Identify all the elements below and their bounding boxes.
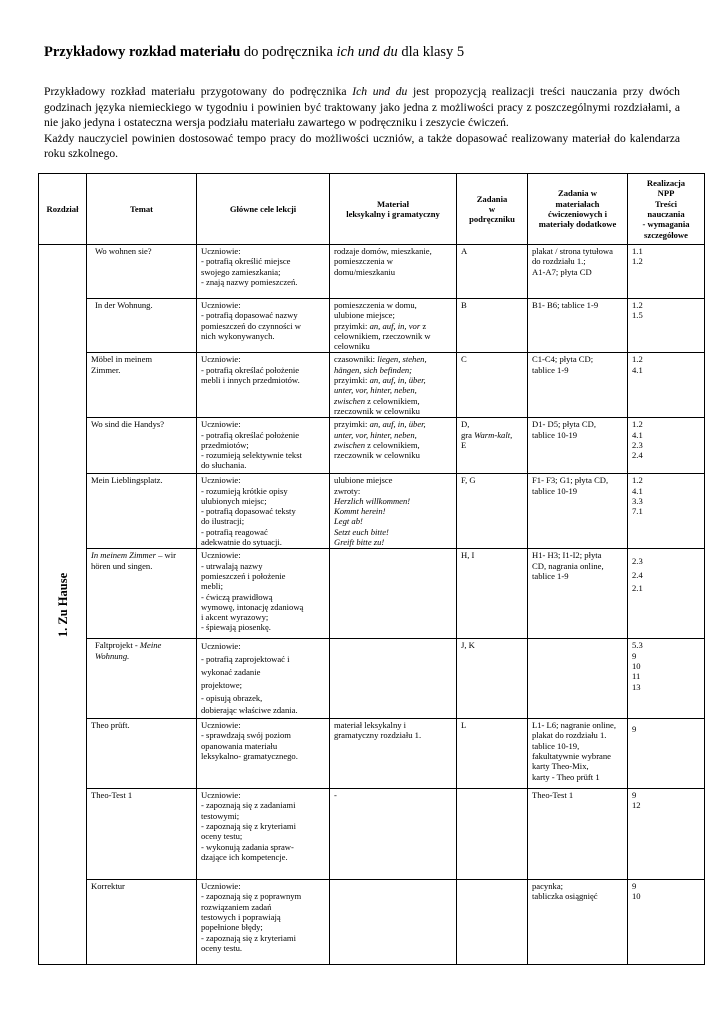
- cell-text: 4.1: [632, 364, 643, 375]
- cell-text: wymowę, intonację zdaniową: [201, 601, 304, 612]
- cell-temat: [87, 474, 197, 549]
- cell-text: L: [461, 720, 467, 731]
- cell-text: tablice 1-9: [532, 570, 569, 581]
- table-row: [39, 880, 705, 965]
- cell-text: Theo-Test 1: [91, 790, 133, 801]
- cell-npp: [628, 245, 705, 299]
- cell-dodatkowe: [528, 639, 628, 719]
- cell-cele: [197, 719, 330, 789]
- cell-text: mebli;: [201, 581, 223, 592]
- cell-text: B: [461, 300, 467, 310]
- cell-text: swojego zamieszkania;: [201, 266, 281, 277]
- cell-text: pomieszczeń do czynności w: [201, 320, 301, 331]
- cell-material: [330, 299, 457, 353]
- cell-text: unter, vor, hinter, neben,: [334, 385, 417, 396]
- cell-text: ulubione miejsce: [334, 475, 393, 486]
- cell-npp: [628, 353, 705, 418]
- cell-temat: [87, 789, 197, 880]
- cell-npp: [628, 789, 705, 880]
- cell-npp: [628, 880, 705, 965]
- cell-text: Legt ab!: [334, 516, 363, 527]
- cell-zadania: [457, 353, 528, 418]
- cell-text: rzeczownik w celowniku: [334, 450, 420, 461]
- cell-text: - ćwiczą prawidłową: [201, 591, 273, 602]
- cell-temat: [87, 245, 197, 299]
- cell-text: -: [334, 790, 337, 801]
- header-zadania-line: Zadania: [476, 193, 508, 204]
- cell-text: - potrafią określić miejsce: [201, 256, 291, 267]
- cell-text: 1.2: [632, 475, 643, 486]
- cell-npp: [628, 639, 705, 719]
- cell-text: plakat / strona tytułowa: [532, 246, 613, 256]
- cell-npp: [628, 299, 705, 353]
- intro-p1-book: Ich und du: [352, 85, 408, 98]
- cell-text: 10: [632, 660, 641, 671]
- cell-text: A1-A7; płyta CD: [532, 266, 592, 277]
- header-material-line: leksykalny i gramatyczny: [346, 209, 440, 219]
- cell-text: H, I: [461, 550, 475, 561]
- cell-line: [91, 640, 192, 650]
- cell-text: - śpiewają piosenkę.: [201, 622, 271, 633]
- chapter-cell: [39, 245, 87, 965]
- cell-npp: [628, 418, 705, 474]
- cell-text: - rozumieją krótkie opisy: [201, 485, 288, 496]
- cell-npp: [628, 474, 705, 549]
- cell-text: rodzaje domów, mieszkanie,: [334, 246, 432, 256]
- cell-text: - potrafią określać położenie: [201, 364, 300, 375]
- intro-text: [44, 84, 680, 162]
- cell-text: Uczniowie:: [201, 881, 241, 892]
- cell-text: tablice 1-9: [532, 364, 569, 375]
- cell-text: - opisują obrazek,: [201, 692, 263, 703]
- cell-temat: [87, 549, 197, 639]
- cell-text: Theo-Test 1: [532, 790, 574, 801]
- cell-text: In meinem Zimmer: [91, 550, 156, 561]
- cell-text: 2.3: [632, 556, 643, 567]
- cell-dodatkowe: [528, 549, 628, 639]
- cell-text: przedmiotów;: [201, 439, 249, 450]
- cell-text: Wo wohnen sie?: [95, 246, 152, 256]
- cell-dodatkowe: [528, 353, 628, 418]
- cell-text: popełnione błędy;: [201, 922, 263, 933]
- header-npp-line: Realizacja: [646, 178, 686, 189]
- cell-zadania: [457, 474, 528, 549]
- cell-npp: [628, 549, 705, 639]
- cell-text: 3.3: [632, 495, 643, 506]
- cell-text: B1- B6; tablice 1-9: [532, 300, 599, 310]
- table-row: [39, 474, 705, 549]
- page-title: [44, 44, 464, 61]
- cell-material: [330, 245, 457, 299]
- cell-material: [330, 474, 457, 549]
- cell-text: 1.2: [632, 256, 643, 267]
- cell-cele: [197, 353, 330, 418]
- cell-text: Meine: [139, 640, 162, 651]
- cell-text: - potrafią określać położenie: [201, 429, 300, 440]
- cell-text: domu/mieszkaniu: [334, 266, 396, 277]
- cell-text: unter, vor, hinter, neben,: [334, 429, 417, 440]
- cell-text: Setzt euch bitte!: [334, 526, 389, 537]
- cell-text: 2.4: [632, 450, 643, 461]
- cell-text: 1.2: [632, 354, 643, 365]
- cell-text: Zimmer.: [91, 364, 121, 375]
- cell-text: wykonać zadanie: [201, 666, 261, 677]
- header-npp-line: NPP: [657, 188, 675, 199]
- cell-text: H1- H3; I1-I2; płyta: [532, 550, 602, 561]
- header-npp-line: Treści: [654, 198, 678, 209]
- cell-text: dzające ich kompetencje.: [201, 851, 288, 862]
- cell-text: ulubione miejsce;: [334, 310, 395, 321]
- header-npp-line: nauczania: [647, 209, 685, 219]
- cell-text: 7.1: [632, 506, 643, 517]
- header-zadania-line: podręczniku: [469, 214, 515, 225]
- table-row: [39, 549, 705, 639]
- cell-text: do ilustracji;: [201, 516, 245, 527]
- cell-text: 9: [632, 650, 637, 661]
- cell-zadania: [457, 880, 528, 965]
- cell-text: - zapoznają się z kryteriami: [201, 821, 296, 832]
- cell-npp: [628, 719, 705, 789]
- cell-text: 4.1: [632, 429, 643, 440]
- cell-text: do rozdziału 1.;: [532, 256, 586, 267]
- cell-text: materiał leksykalny i: [334, 720, 407, 731]
- cell-text: 2.1: [632, 583, 643, 594]
- cell-text: Kommt herein!: [334, 506, 386, 517]
- cell-text: Uczniowie:: [201, 300, 241, 310]
- intro-p1-b: jest propozycją realizacji treści nauczania przy dwóch godzinach języka niemieckiego w tygodniu i powinien być traktowany jako jedna z możliwości pracy z poszczególnymi rozdziałami, a nie jako jedyna i ostateczna wersja podziału materiału zawartego w podręczniku i zeszycie ćwiczeń.: [44, 85, 680, 129]
- cell-text: Wohnung.: [95, 650, 130, 661]
- cell-text: 9: [632, 790, 637, 801]
- cell-text: L1- L6; nagranie online,: [532, 720, 616, 731]
- header-npp: [628, 174, 705, 245]
- cell-cele: [197, 418, 330, 474]
- cell-text: Mein Lieblingsplatz.: [91, 475, 163, 486]
- cell-text: E: [461, 439, 467, 450]
- cell-text: 1.1: [632, 246, 643, 256]
- cell-text: - potrafią zaprojektować i: [201, 654, 290, 665]
- cell-cele: [197, 549, 330, 639]
- cell-text: CD, nagrania online,: [532, 560, 604, 571]
- header-zadania-line: w: [488, 203, 496, 214]
- header-npp-line: szczegółowe: [644, 229, 688, 240]
- cell-material: [330, 353, 457, 418]
- cell-cele: [197, 474, 330, 549]
- cell-zadania: [457, 719, 528, 789]
- cell-temat: [87, 639, 197, 719]
- cell-text: plakat do rozdziału 1.: [532, 730, 607, 741]
- cell-text: - wykonują zadania spraw-: [201, 841, 294, 852]
- header-dod-line: ćwiczeniowych i: [548, 209, 607, 219]
- header-npp-line: - wymagania: [642, 219, 690, 230]
- header-material: [330, 174, 457, 245]
- cell-text: tabliczka osiągnięć: [532, 891, 598, 902]
- cell-temat: [87, 719, 197, 789]
- cell-text: hängen, sich befinden;: [334, 364, 413, 375]
- cell-text: adekwatnie do sytuacji.: [201, 537, 282, 548]
- cell-dodatkowe: [528, 299, 628, 353]
- cell-text: - zapoznają się z zadaniami: [201, 800, 296, 811]
- cell-text: D1- D5; płyta CD,: [532, 419, 596, 430]
- cell-text: - znają nazwy pomieszczeń.: [201, 276, 298, 287]
- cell-text: mebli i innych przedmiotów.: [201, 375, 300, 386]
- cell-material: [330, 880, 457, 965]
- cell-text: C: [461, 354, 467, 365]
- cell-text: zwroty:: [334, 485, 361, 496]
- title-book: ich und du: [336, 44, 398, 60]
- cell-text: przyimki: an, auf, in, vor z: [334, 320, 427, 331]
- cell-cele: [197, 245, 330, 299]
- cell-text: Uczniowie:: [201, 354, 241, 365]
- cell-text: dobierając właściwe zdania.: [201, 705, 298, 716]
- cell-text: Theo prüft.: [91, 720, 130, 731]
- cell-text: - rozumieją selektywnie tekst: [201, 450, 302, 461]
- cell-text: - zapoznają się z poprawnym: [201, 891, 302, 902]
- cell-text: oceny testu;: [201, 831, 243, 842]
- cell-cele: [197, 789, 330, 880]
- cell-text: tablice 10-19,: [532, 740, 580, 751]
- cell-text: Faltprojekt -: [95, 640, 140, 651]
- cell-zadania: [457, 789, 528, 880]
- cell-text: 4.1: [632, 485, 643, 496]
- cell-text: zwischen z celownikiem,: [334, 439, 420, 450]
- intro-paragraph-2: Każdy nauczyciel powinien dostosować tempo pracy do możliwości uczniów, a także dopasować realizowany materiał do kalendarza roku szkolnego.: [44, 131, 680, 160]
- header-dod-line: materiały dodatkowe: [538, 219, 617, 230]
- cell-text: karty Theo-Mix,: [532, 761, 589, 772]
- cell-text: A: [461, 246, 468, 256]
- cell-text: 9: [632, 724, 637, 735]
- cell-text: ulubionych miejsc;: [201, 495, 267, 506]
- cell-text: Uczniowie:: [201, 641, 241, 652]
- table-header-row: [39, 174, 705, 245]
- chapter-label: 1. Zu Hause: [55, 572, 70, 637]
- cell-temat: [87, 418, 197, 474]
- cell-text: 2.4: [632, 569, 643, 580]
- cell-text: 1.2: [632, 300, 643, 310]
- cell-text: Herzlich willkommen!: [334, 495, 411, 506]
- cell-text: pomieszczeń i położenie: [201, 570, 286, 581]
- cell-dodatkowe: [528, 719, 628, 789]
- cell-text: gra Warm-kalt,: [461, 429, 513, 440]
- cell-text: 5.3: [632, 640, 643, 651]
- table-row: [39, 789, 705, 880]
- header-dod-line: materiałach: [555, 198, 600, 209]
- cell-text: celowniku: [334, 341, 370, 352]
- cell-dodatkowe: [528, 245, 628, 299]
- cell-material: [330, 549, 457, 639]
- cell-text: pacynka;: [532, 881, 564, 892]
- cell-line: [91, 550, 192, 560]
- table-row: [39, 418, 705, 474]
- title-text: do podręcznika: [240, 44, 337, 60]
- cell-text: tablice 10-19: [532, 429, 578, 440]
- header-temat: Temat: [87, 174, 197, 245]
- intro-paragraph-1: [44, 84, 680, 131]
- cell-dodatkowe: [528, 418, 628, 474]
- cell-text: 12: [632, 800, 641, 811]
- cell-text: pomieszczenia w: [334, 256, 393, 267]
- header-rozdzial: Rozdział: [39, 174, 87, 245]
- cell-temat: [87, 353, 197, 418]
- cell-text: nich wykonywanych.: [201, 330, 275, 341]
- cell-text: Uczniowie:: [201, 419, 241, 430]
- cell-cele: [197, 880, 330, 965]
- cell-temat: [87, 299, 197, 353]
- title-bold: Przykładowy rozkład materiału: [44, 44, 241, 60]
- cell-dodatkowe: [528, 789, 628, 880]
- cell-text: Uczniowie:: [201, 475, 241, 486]
- title-text-end: dla klasy 5: [397, 44, 465, 60]
- cell-text: leksykalno- gramatycznego.: [201, 751, 298, 762]
- cell-text: J, K: [461, 640, 475, 651]
- cell-text: 9: [632, 881, 637, 892]
- cell-material: [330, 418, 457, 474]
- cell-text: 1.2: [632, 419, 643, 430]
- header-material-line: Materiał: [377, 198, 409, 209]
- cell-text: zwischen z celownikiem,: [334, 395, 420, 406]
- cell-zadania: [457, 245, 528, 299]
- cell-text: celownikiem, rzeczownik w: [334, 330, 431, 341]
- cell-cele: [197, 639, 330, 719]
- cell-material: [330, 789, 457, 880]
- header-cele: Główne cele lekcji: [197, 174, 330, 245]
- cell-text: testowymi;: [201, 810, 240, 821]
- cell-text: In der Wohnung.: [95, 300, 153, 310]
- cell-text: gramatyczny rozdziału 1.: [334, 730, 422, 741]
- cell-text: Möbel in meinem: [91, 354, 153, 365]
- table-row: [39, 245, 705, 299]
- cell-text: - potrafią dopasować nazwy: [201, 310, 298, 321]
- cell-text: czasowniki: liegen, stehen,: [334, 354, 427, 365]
- cell-text: C1-C4; płyta CD;: [532, 354, 594, 365]
- cell-zadania: [457, 549, 528, 639]
- cell-text: karty - Theo prüft 1: [532, 771, 600, 782]
- cell-text: 11: [632, 671, 641, 682]
- table-row: [39, 719, 705, 789]
- cell-text: F1- F3; G1; płyta CD,: [532, 475, 609, 486]
- cell-text: - sprawdzają swój poziom: [201, 730, 291, 741]
- cell-text: Korrektur: [91, 881, 125, 892]
- cell-zadania: [457, 299, 528, 353]
- header-dod-line: Zadania w: [558, 188, 597, 199]
- cell-text: Wo sind die Handys?: [91, 419, 165, 430]
- cell-text: pomieszczenia w domu,: [334, 300, 417, 310]
- cell-text: – wir: [155, 550, 176, 561]
- cell-zadania: [457, 639, 528, 719]
- cell-text: fakultatywnie wybrane: [532, 751, 611, 762]
- cell-dodatkowe: [528, 474, 628, 549]
- cell-dodatkowe: [528, 880, 628, 965]
- cell-text: projektowe;: [201, 679, 243, 690]
- cell-temat: [87, 880, 197, 965]
- intro-p1-a: Przykładowy rozkład materiału przygotowany do podręcznika: [44, 85, 353, 98]
- table-row: [39, 299, 705, 353]
- table-row: [39, 639, 705, 719]
- cell-text: Greift bitte zu!: [334, 537, 385, 548]
- cell-text: tablice 10-19: [532, 485, 578, 496]
- cell-text: Uczniowie:: [201, 550, 241, 561]
- table-row: [39, 353, 705, 418]
- schedule-table: [38, 173, 705, 965]
- cell-text: - potrafią reagować: [201, 526, 268, 537]
- cell-text: testowych i poprawiają: [201, 912, 281, 923]
- cell-text: D,: [461, 419, 470, 430]
- cell-text: 10: [632, 891, 641, 902]
- cell-text: - potrafią dopasować teksty: [201, 506, 296, 517]
- cell-text: Uczniowie:: [201, 246, 241, 256]
- cell-cele: [197, 299, 330, 353]
- cell-material: [330, 639, 457, 719]
- cell-text: 2.3: [632, 439, 643, 450]
- cell-text: Uczniowie:: [201, 720, 241, 731]
- cell-text: Uczniowie:: [201, 790, 241, 801]
- header-zadania: [457, 174, 528, 245]
- cell-text: F, G: [461, 475, 476, 486]
- cell-material: [330, 719, 457, 789]
- cell-text: - utrwalają nazwy: [201, 560, 263, 571]
- cell-text: rzeczownik w celowniku: [334, 405, 420, 416]
- cell-text: - zapoznają się z kryteriami: [201, 932, 296, 943]
- cell-text: przyimki: an, auf, in, über,: [334, 419, 426, 430]
- cell-text: do słuchania.: [201, 460, 247, 471]
- cell-text: i akcent wyrazowy;: [201, 612, 269, 623]
- cell-text: 1.5: [632, 310, 643, 321]
- cell-zadania: [457, 418, 528, 474]
- cell-text: oceny testu.: [201, 942, 243, 953]
- cell-text: opanowania materiału: [201, 740, 278, 751]
- cell-text: 13: [632, 681, 641, 692]
- header-dodatkowe: [528, 174, 628, 245]
- cell-text: hören und singen.: [91, 560, 153, 571]
- cell-text: rozwiązaniem zadań: [201, 901, 272, 912]
- cell-text: przyimki: an, auf, in, über,: [334, 375, 426, 386]
